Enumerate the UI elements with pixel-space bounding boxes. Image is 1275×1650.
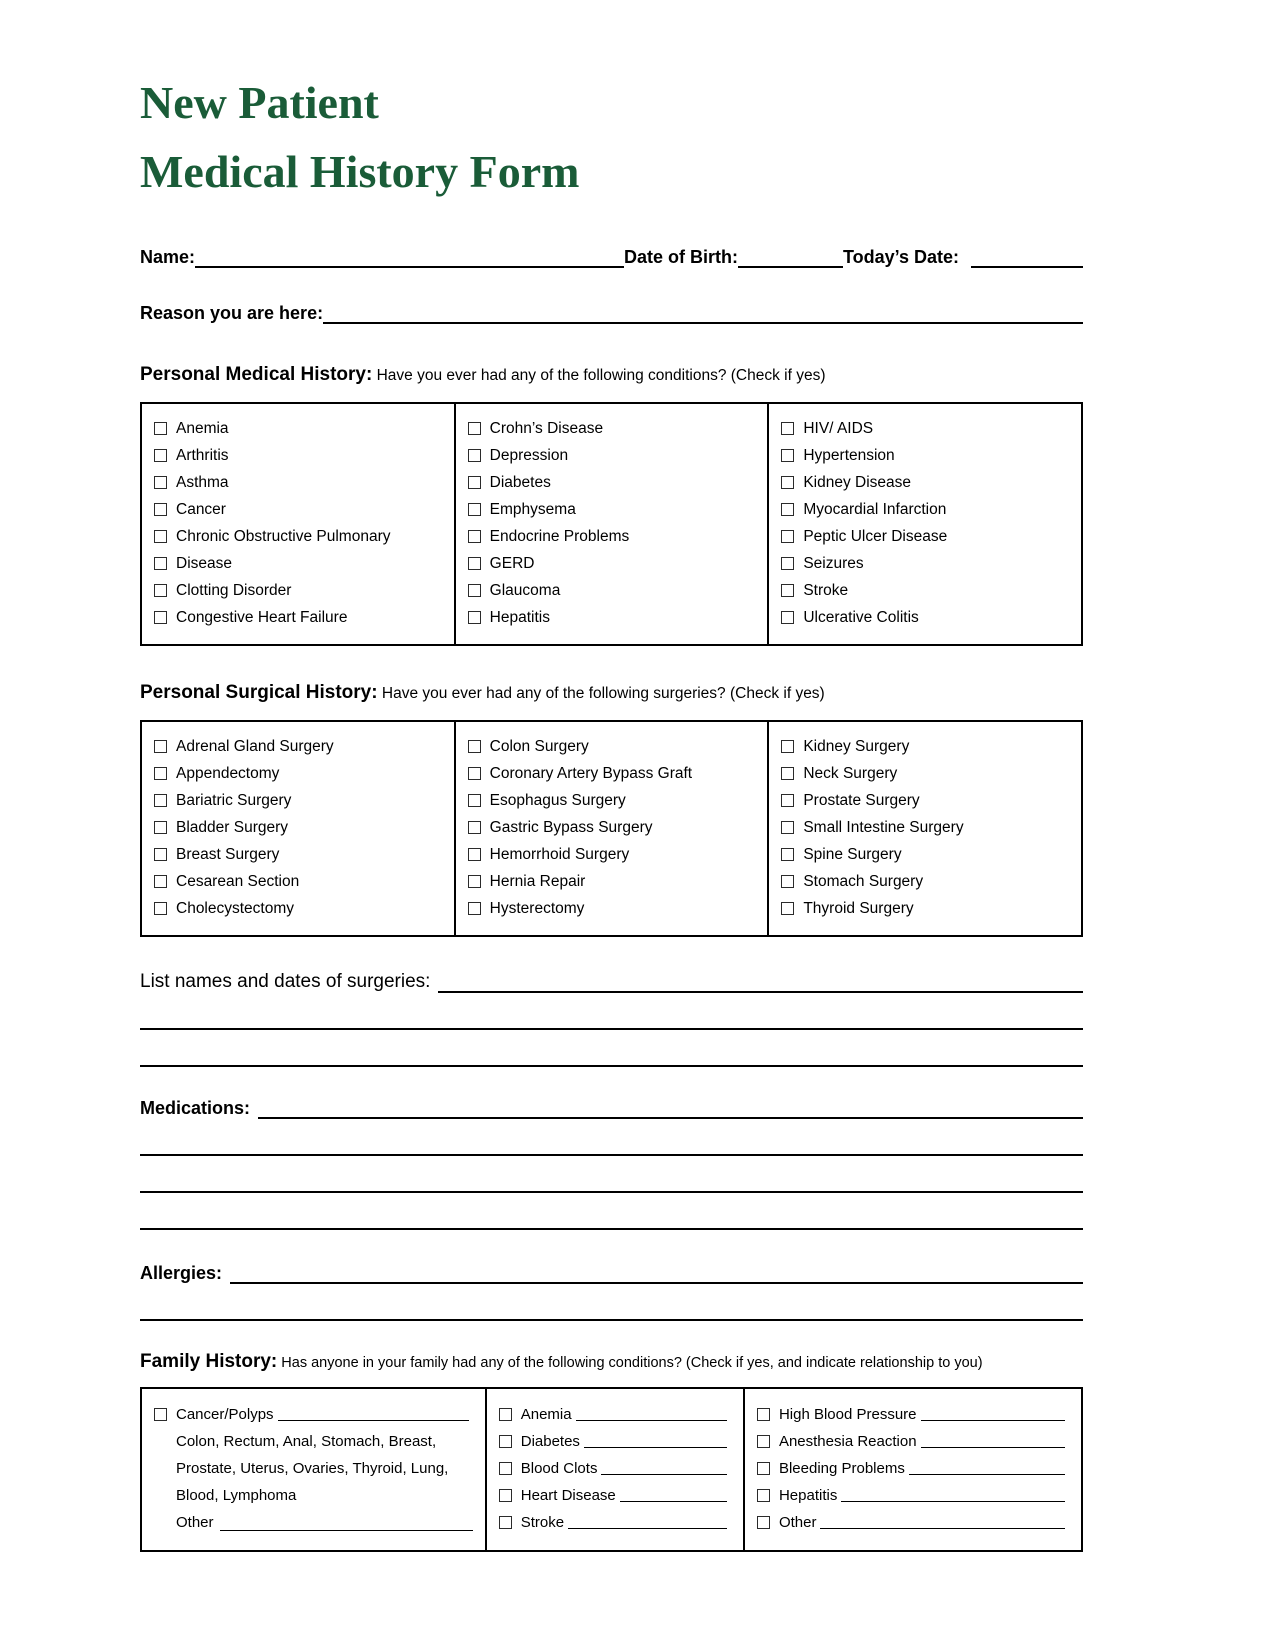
checklist-item-esophagus-surgery (468, 791, 754, 810)
checklist-item-gerd (468, 554, 754, 573)
checkbox-label: Chronic Obstructive Pulmonary (176, 528, 391, 545)
checkbox-label: Hepatitis (778, 1487, 838, 1504)
personal-surgical-history-heading: Personal Surgical History: (140, 682, 378, 703)
checkbox-label: Endocrine Problems (489, 528, 630, 545)
personal-surgical-history-subheading: Have you ever had any of the following surgeries? (Check if yes) (381, 685, 825, 702)
checkbox-hemorrhoid-surgery[interactable] (468, 848, 481, 861)
checkbox-label: Stomach Surgery (803, 873, 924, 890)
checklist-item-blood-clots (499, 1459, 731, 1478)
checklist-item-endocrine-problems (468, 527, 754, 546)
checkbox-thyroid-surgery[interactable] (781, 902, 794, 915)
write-in-line-bleeding-problems[interactable] (909, 1462, 1065, 1475)
checklist-item-high-blood-pressure (757, 1405, 1069, 1424)
todays-date-label: Today’s Date: (842, 247, 959, 267)
personal-medical-history-section-heading (140, 364, 1083, 386)
surgical-history-table (140, 720, 1083, 937)
checkbox-label: Arthritis (176, 447, 229, 464)
checkbox-label: Heart Disease (520, 1487, 616, 1504)
checkbox-hypertension[interactable] (781, 449, 794, 462)
checkbox-label: Kidney Surgery (803, 738, 910, 755)
reason-input-line[interactable] (323, 302, 1083, 324)
checklist-item-colon-surgery (468, 737, 754, 756)
checkbox-label: Depression (489, 447, 569, 464)
checklist-item-heart-disease (499, 1486, 731, 1505)
checkbox-gerd[interactable] (468, 557, 481, 570)
checkbox-label: Hernia Repair (489, 873, 586, 890)
name-input-line[interactable] (195, 246, 624, 268)
checkbox-label: Bleeding Problems (778, 1460, 905, 1477)
personal-surgical-history-section-heading (140, 682, 1083, 704)
checkbox-breast-surgery[interactable] (154, 848, 167, 861)
checkbox-label: Cholecystectomy (176, 900, 295, 917)
checklist-item-thyroid-surgery (781, 899, 1067, 918)
checkbox-neck-surgery[interactable] (781, 767, 794, 780)
family-cancer-polyps-list (154, 1405, 473, 1424)
checkbox-label: Bladder Surgery (176, 819, 289, 836)
surgeries-label: List names and dates of surgeries: (140, 971, 431, 992)
checkbox-cholecystectomy[interactable] (154, 902, 167, 915)
medications-extra-line-1[interactable] (140, 1119, 1083, 1156)
surgeries-extra-line-1[interactable] (140, 993, 1083, 1030)
checkbox-small-intestine-surgery[interactable] (781, 821, 794, 834)
checklist-item-bariatric-surgery (154, 791, 440, 810)
write-in-line-diabetes[interactable] (584, 1435, 727, 1448)
todays-date-input-line[interactable] (971, 246, 1083, 268)
checklist-item-diabetes (499, 1432, 731, 1451)
checklist-item-hysterectomy (468, 899, 754, 918)
checklist-item-breast-surgery (154, 845, 440, 864)
checkbox-label: GERD (489, 555, 535, 572)
medical-history-table (140, 402, 1083, 646)
checkbox-cancer[interactable] (154, 503, 167, 516)
checkbox-gastric-bypass-surgery[interactable] (468, 821, 481, 834)
family-col1-other-label: Other (176, 1514, 214, 1531)
checkbox-emphysema[interactable] (468, 503, 481, 516)
checklist-item-anemia (499, 1405, 731, 1424)
checkbox-glaucoma[interactable] (468, 584, 481, 597)
checklist-item-kidney-disease (781, 473, 1067, 492)
family-cancer-detail-lines (154, 1433, 473, 1505)
checklist-item-myocardial-infarction (781, 500, 1067, 519)
checkbox-label: Appendectomy (176, 765, 280, 782)
surgical-history-column-3 (767, 722, 1081, 935)
write-in-line-stroke[interactable] (568, 1516, 727, 1529)
checklist-item-prostate-surgery (781, 791, 1067, 810)
checkbox-label: Diabetes (520, 1433, 580, 1450)
checklist-item-small-intestine-surgery (781, 818, 1067, 837)
checkbox-appendectomy[interactable] (154, 767, 167, 780)
checkbox-peptic-ulcer-disease[interactable] (781, 530, 794, 543)
checkbox-adrenal-gland-surgery[interactable] (154, 740, 167, 753)
checklist-item-depression (468, 446, 754, 465)
checkbox-label: Diabetes (489, 474, 551, 491)
checkbox-label: Small Intestine Surgery (803, 819, 964, 836)
checklist-item-clotting-disorder (154, 581, 440, 600)
checkbox-label: Thyroid Surgery (803, 900, 914, 917)
medical-history-column-1 (142, 404, 454, 644)
checkbox-label: Hypertension (803, 447, 895, 464)
checkbox-endocrine-problems[interactable] (468, 530, 481, 543)
checklist-item-coronary-artery-bypass-graft (468, 764, 754, 783)
checkbox-disease[interactable] (154, 557, 167, 570)
medications-extra-line-2[interactable] (140, 1156, 1083, 1193)
checklist-item-cesarean-section (154, 872, 440, 891)
checklist-item-anemia (154, 419, 440, 438)
checkbox-label: Clotting Disorder (176, 582, 292, 599)
checklist-item-other (757, 1513, 1069, 1532)
checkbox-anemia[interactable] (499, 1408, 512, 1421)
checkbox-heart-disease[interactable] (499, 1489, 512, 1502)
checklist-item-crohn-s-disease (468, 419, 754, 438)
checkbox-other[interactable] (757, 1516, 770, 1529)
family-history-column-3 (743, 1389, 1081, 1550)
checklist-item-stomach-surgery (781, 872, 1067, 891)
checkbox-label: Gastric Bypass Surgery (489, 819, 653, 836)
checkbox-bleeding-problems[interactable] (757, 1462, 770, 1475)
surgical-history-column-2 (454, 722, 768, 935)
checklist-item-spine-surgery (781, 845, 1067, 864)
name-label: Name: (140, 247, 196, 267)
checkbox-label: Congestive Heart Failure (176, 609, 348, 626)
form-title-line2: Medical History Form (140, 146, 580, 197)
checkbox-label: Kidney Disease (803, 474, 912, 491)
checkbox-label: Ulcerative Colitis (803, 609, 919, 626)
checkbox-label: Blood Clots (520, 1460, 598, 1477)
checkbox-label: High Blood Pressure (778, 1406, 917, 1423)
checkbox-depression[interactable] (468, 449, 481, 462)
write-in-line-cancer-polyps[interactable] (278, 1408, 469, 1421)
write-in-line-anemia[interactable] (576, 1408, 727, 1421)
family-detail-text: Blood, Lymphoma (176, 1487, 297, 1504)
checkbox-stroke[interactable] (499, 1516, 512, 1529)
checklist-item-peptic-ulcer-disease (781, 527, 1067, 546)
checkbox-label: Other (778, 1514, 817, 1531)
checkbox-label: Colon Surgery (489, 738, 589, 755)
checkbox-myocardial-infarction[interactable] (781, 503, 794, 516)
checklist-item-cancer (154, 500, 440, 519)
form-title-line1: New Patient (140, 77, 379, 128)
write-in-line-hepatitis[interactable] (841, 1489, 1065, 1502)
checkbox-hernia-repair[interactable] (468, 875, 481, 888)
checkbox-label: Stroke (520, 1514, 565, 1531)
family-history-subheading: Has anyone in your family had any of the following conditions? (Check if yes, and indicate relationship to you) (281, 1355, 983, 1371)
surgeries-write-in-row (140, 971, 1083, 993)
checklist-item-hiv-aids (781, 419, 1067, 438)
checkbox-label: Bariatric Surgery (176, 792, 292, 809)
checkbox-label: Anesthesia Reaction (778, 1433, 917, 1450)
checkbox-label: Asthma (176, 474, 229, 491)
date-of-birth-input-line[interactable] (738, 246, 843, 268)
family-detail-text: Colon, Rectum, Anal, Stomach, Breast, (176, 1433, 437, 1450)
medical-history-column-3 (767, 404, 1081, 644)
allergies-row (140, 1262, 1083, 1284)
reason-label: Reason you are here: (140, 303, 324, 323)
checkbox-label: Seizures (803, 555, 864, 572)
checkbox-diabetes[interactable] (499, 1435, 512, 1448)
allergies-label: Allergies: (140, 1263, 223, 1283)
write-in-line-high-blood-pressure[interactable] (921, 1408, 1065, 1421)
checkbox-arthritis[interactable] (154, 449, 167, 462)
checkbox-hepatitis[interactable] (757, 1489, 770, 1502)
medical-history-column-2 (454, 404, 768, 644)
checkbox-prostate-surgery[interactable] (781, 794, 794, 807)
checkbox-label: Stroke (803, 582, 849, 599)
family-col1-other-row (176, 1514, 473, 1531)
surgeries-extra-line-2[interactable] (140, 1030, 1083, 1067)
checklist-item-hypertension (781, 446, 1067, 465)
medications-input-line[interactable] (258, 1097, 1083, 1119)
checklist-item-hepatitis (468, 608, 754, 627)
checkbox-anemia[interactable] (154, 422, 167, 435)
name-dob-date-row (140, 246, 1083, 268)
checklist-item-emphysema (468, 500, 754, 519)
form-title (140, 68, 1083, 206)
checkbox-spine-surgery[interactable] (781, 848, 794, 861)
checklist-item-diabetes (468, 473, 754, 492)
write-in-line-heart-disease[interactable] (620, 1489, 727, 1502)
checkbox-label: Neck Surgery (803, 765, 898, 782)
medications-row (140, 1097, 1083, 1119)
reason-row (140, 302, 1083, 324)
checklist-item-hepatitis (757, 1486, 1069, 1505)
checkbox-anesthesia-reaction[interactable] (757, 1435, 770, 1448)
checkbox-coronary-artery-bypass-graft[interactable] (468, 767, 481, 780)
checkbox-high-blood-pressure[interactable] (757, 1408, 770, 1421)
checkbox-clotting-disorder[interactable] (154, 584, 167, 597)
family-col1-other-line[interactable] (220, 1518, 473, 1531)
checklist-item-stroke (781, 581, 1067, 600)
checklist-item-anesthesia-reaction (757, 1432, 1069, 1451)
checkbox-label: Hysterectomy (489, 900, 585, 917)
personal-medical-history-subheading: Have you ever had any of the following conditions? (Check if yes) (376, 367, 826, 384)
checkbox-label: Breast Surgery (176, 846, 280, 863)
checkbox-label: Myocardial Infarction (803, 501, 947, 518)
checklist-item-kidney-surgery (781, 737, 1067, 756)
allergies-input-line[interactable] (230, 1262, 1083, 1284)
surgeries-input-line[interactable] (438, 971, 1083, 993)
checklist-item-disease (154, 554, 440, 573)
family-history-column-2 (485, 1389, 743, 1550)
checkbox-kidney-surgery[interactable] (781, 740, 794, 753)
checkbox-label: Peptic Ulcer Disease (803, 528, 948, 545)
checkbox-stomach-surgery[interactable] (781, 875, 794, 888)
checkbox-label: Anemia (520, 1406, 572, 1423)
checkbox-label: Prostate Surgery (803, 792, 920, 809)
write-in-line-other[interactable] (820, 1516, 1065, 1529)
checkbox-label: Disease (176, 555, 232, 572)
family-history-column-1 (142, 1389, 485, 1550)
checkbox-label: Emphysema (489, 501, 576, 518)
medications-extra-line-3[interactable] (140, 1193, 1083, 1230)
checklist-item-cancer-polyps (154, 1405, 473, 1424)
checklist-item-glaucoma (468, 581, 754, 600)
checklist-item-ulcerative-colitis (781, 608, 1067, 627)
date-of-birth-label: Date of Birth: (623, 247, 738, 267)
checkbox-blood-clots[interactable] (499, 1462, 512, 1475)
checkbox-bladder-surgery[interactable] (154, 821, 167, 834)
checklist-item-arthritis (154, 446, 440, 465)
checkbox-label: Coronary Artery Bypass Graft (489, 765, 693, 782)
family-history-section-heading (140, 1351, 1083, 1373)
checkbox-label: Hemorrhoid Surgery (489, 846, 630, 863)
checkbox-diabetes[interactable] (468, 476, 481, 489)
checkbox-label: Cancer (176, 501, 226, 518)
checkbox-label: Adrenal Gland Surgery (176, 738, 334, 755)
write-in-line-blood-clots[interactable] (601, 1462, 727, 1475)
checklist-item-chronic-obstructive-pulmonary (154, 527, 440, 546)
checkbox-label: Crohn’s Disease (489, 420, 604, 437)
checkbox-label: HIV/ AIDS (803, 420, 874, 437)
checkbox-hiv-aids[interactable] (781, 422, 794, 435)
checkbox-crohn-s-disease[interactable] (468, 422, 481, 435)
checkbox-hepatitis[interactable] (468, 611, 481, 624)
checkbox-label: Esophagus Surgery (489, 792, 626, 809)
write-in-line-anesthesia-reaction[interactable] (921, 1435, 1065, 1448)
family-detail-text: Prostate, Uterus, Ovaries, Thyroid, Lung, (176, 1460, 449, 1477)
checkbox-bariatric-surgery[interactable] (154, 794, 167, 807)
checklist-item-cholecystectomy (154, 899, 440, 918)
checklist-item-neck-surgery (781, 764, 1067, 783)
checkbox-label: Anemia (176, 420, 229, 437)
checkbox-hysterectomy[interactable] (468, 902, 481, 915)
checklist-item-gastric-bypass-surgery (468, 818, 754, 837)
checklist-item-seizures (781, 554, 1067, 573)
medications-label: Medications: (140, 1098, 251, 1118)
family-history-table (140, 1387, 1083, 1552)
family-history-heading: Family History: (140, 1351, 278, 1372)
checkbox-cancer-polyps[interactable] (154, 1408, 167, 1421)
checklist-item-hemorrhoid-surgery (468, 845, 754, 864)
checkbox-chronic-obstructive-pulmonary[interactable] (154, 530, 167, 543)
checklist-item-hernia-repair (468, 872, 754, 891)
checkbox-label: Cesarean Section (176, 873, 300, 890)
checkbox-label: Hepatitis (489, 609, 550, 626)
checklist-item-adrenal-gland-surgery (154, 737, 440, 756)
checkbox-ulcerative-colitis[interactable] (781, 611, 794, 624)
checklist-item-bladder-surgery (154, 818, 440, 837)
checkbox-congestive-heart-failure[interactable] (154, 611, 167, 624)
checklist-item-bleeding-problems (757, 1459, 1069, 1478)
checkbox-kidney-disease[interactable] (781, 476, 794, 489)
checkbox-label: Cancer/Polyps (176, 1406, 274, 1423)
checklist-item-congestive-heart-failure (154, 608, 440, 627)
checklist-item-stroke (499, 1513, 731, 1532)
checkbox-cesarean-section[interactable] (154, 875, 167, 888)
surgical-history-column-1 (142, 722, 454, 935)
checkbox-stroke[interactable] (781, 584, 794, 597)
checkbox-esophagus-surgery[interactable] (468, 794, 481, 807)
checkbox-asthma[interactable] (154, 476, 167, 489)
checkbox-seizures[interactable] (781, 557, 794, 570)
checkbox-label: Glaucoma (489, 582, 561, 599)
checkbox-colon-surgery[interactable] (468, 740, 481, 753)
checkbox-label: Spine Surgery (803, 846, 902, 863)
allergies-extra-line-1[interactable] (140, 1284, 1083, 1321)
personal-medical-history-heading: Personal Medical History: (140, 364, 373, 385)
checklist-item-appendectomy (154, 764, 440, 783)
checklist-item-asthma (154, 473, 440, 492)
